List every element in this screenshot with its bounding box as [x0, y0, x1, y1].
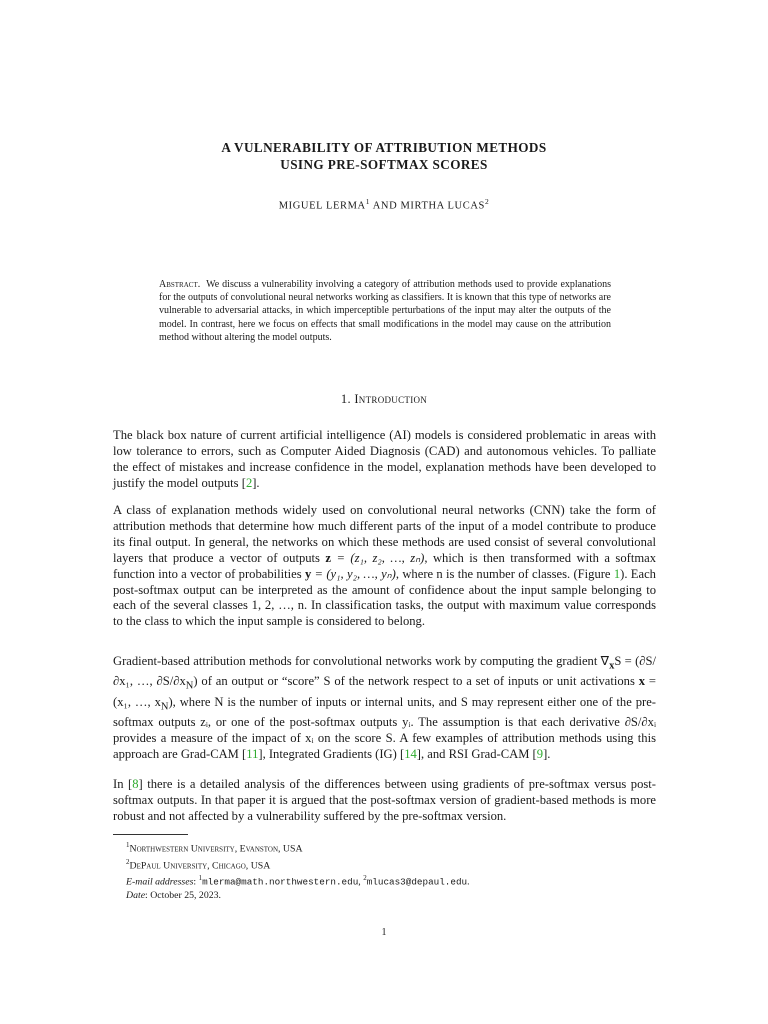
paragraph	[113, 777, 656, 825]
paper-title-line-1: A VULNERABILITY OF ATTRIBUTION METHODS	[221, 140, 547, 155]
affiliation-text: DePaul University, Chicago, USA	[129, 859, 271, 871]
paragraph-text: A class of explanation methods widely used on convolutional neural networks (CNN) take the form of attribution methods that determine how much different parts of the input of a model contribute to produce its final output. In general, the networks on which these methods are used consist of several convolutional layers that produce a vector of outputs	[113, 503, 656, 565]
math-expression: = (y₁, y₂, …, yₙ)	[311, 566, 396, 581]
footnote-affiliation-2	[126, 856, 666, 873]
section-heading	[0, 392, 768, 407]
paragraph-text: ) of an output or “score” S of the network respect to a set of inputs or unit activations	[193, 674, 639, 689]
paragraph-text: S = (∂S/∂x₁, …, ∂S/∂x	[113, 654, 656, 689]
paragraph-text: ] there is a detailed analysis of the differences between using gradients of pre-softmax versus post-softmax outputs. In that paper it is argued that the post-softmax version of gradient-based methods is more robust and not affected by a vulnerability suffered by the pre-softmax version.	[113, 777, 656, 823]
paragraph-text: , which is then transformed with a softmax function into a vector of probabilities	[113, 550, 657, 581]
citation-link[interactable]: 8	[132, 777, 139, 791]
math-subscript: N	[160, 701, 169, 713]
paragraph	[113, 654, 656, 763]
date-label: Date	[126, 889, 146, 901]
citation-link[interactable]: 2	[245, 475, 253, 490]
author-name: MIGUEL LERMA	[278, 200, 366, 212]
affiliation-mark: 2	[484, 197, 490, 206]
date-text: October 25, 2023.	[150, 889, 221, 901]
math-subscript: N	[185, 680, 194, 692]
citation-link[interactable]: 11	[246, 747, 259, 762]
math-vector: x	[638, 674, 646, 689]
abstract-text: We discuss a vulnerability involving a category of attribution methods used to provide explanations for the outputs of convolutional neural networks working as classifiers. It is known that this type of networks are vulnerable to adversarial attacks, in which imperceptible perturbations of the input may alter the outputs of the model. In contrast, here we focus on effects that small modifications in the model may cause on the attribution method without altering the model outputs.	[159, 279, 611, 343]
paragraph-text: = (x₁, …, x	[113, 674, 656, 709]
affiliation-mark: 1	[365, 197, 371, 206]
email-label: E-mail addresses	[126, 876, 194, 888]
citation-link[interactable]: 14	[404, 747, 417, 762]
paragraph-text: In [	[113, 777, 133, 791]
email-link[interactable]: mlerma@math.northwestern.edu	[202, 876, 359, 888]
math-vector: z	[325, 550, 331, 565]
paragraph	[113, 428, 656, 492]
footnote-affiliation-1	[126, 839, 666, 856]
paragraph-text: ].	[252, 475, 260, 490]
abstract-label: Abstract.	[159, 279, 201, 290]
email-link[interactable]: mlucas3@depaul.edu	[366, 876, 468, 888]
figure-link[interactable]: 1	[613, 566, 621, 581]
footnote-date: Date: October 25, 2023.	[126, 889, 221, 901]
paragraph	[113, 503, 656, 630]
paragraph-text: ], and RSI Grad-CAM [	[416, 747, 537, 762]
section-title: Introduction	[354, 392, 428, 406]
footnote-emails: E-mail addresses: $^1$mlerma@math.northwestern.edu, $^2$mlucas3@depaul.edu.	[126, 874, 470, 888]
footnote-mark: 1	[126, 841, 130, 849]
footnote-mark: 2	[363, 874, 367, 883]
citation-link[interactable]: 9	[536, 747, 544, 762]
footnote-divider	[113, 834, 188, 835]
author-connector: AND	[370, 200, 401, 212]
author-name: MIRTHA LUCAS	[400, 200, 485, 212]
page-number: 1	[381, 927, 387, 938]
math-expression: = (z₁, z₂, …, zₙ)	[331, 550, 425, 565]
footnote-mark: 2	[126, 857, 130, 866]
math-subscript: x	[609, 660, 615, 672]
paragraph-text: ], Integrated Gradients (IG) [	[258, 747, 405, 762]
footnotes	[126, 839, 666, 902]
paragraph-text: Gradient-based attribution methods for convolutional networks work by computing the gradient ∇	[113, 654, 610, 668]
math-vector: y	[304, 566, 312, 581]
paragraph-text: ].	[543, 747, 551, 762]
author-list	[0, 197, 768, 212]
affiliation-text: Northwestern University, Evanston, USA	[129, 843, 303, 855]
paragraph-text: , where n is the number of classes. (Figure	[395, 566, 614, 581]
section-number: 1.	[340, 392, 351, 406]
paragraph-text: ), where N is the number of inputs or internal units, and S may represent either one of the pre-softmax outputs zᵢ, or one of the post-softmax outputs yᵢ. The assumption is that each derivative ∂S/∂xᵢ provides a measure of the impact of xᵢ on the score S. A few examples of attribution methods using this approach are Grad-CAM [	[113, 694, 656, 762]
paragraph-text: The black box nature of current artificial intelligence (AI) models is considered problematic in areas with low tolerance to errors, such as Computer Aided Diagnosis (CAD) and autonomous vehicles. To palliate the effect of mistakes and increase confidence in the model, explanation methods have been developed to justify the model outputs [	[113, 428, 656, 490]
abstract	[159, 278, 611, 344]
paragraph-text: ). Each post-softmax output can be interpreted as the amount of confidence about the input sample belonging to each of the several classes 1, 2, …, n. In classification tasks, the output with maximum value corresponds to the class to which the input sample is considered to belong.	[113, 566, 656, 629]
paper-title-line-2: USING PRE-SOFTMAX SCORES	[280, 157, 488, 172]
footnote-mark: 1	[198, 874, 203, 883]
